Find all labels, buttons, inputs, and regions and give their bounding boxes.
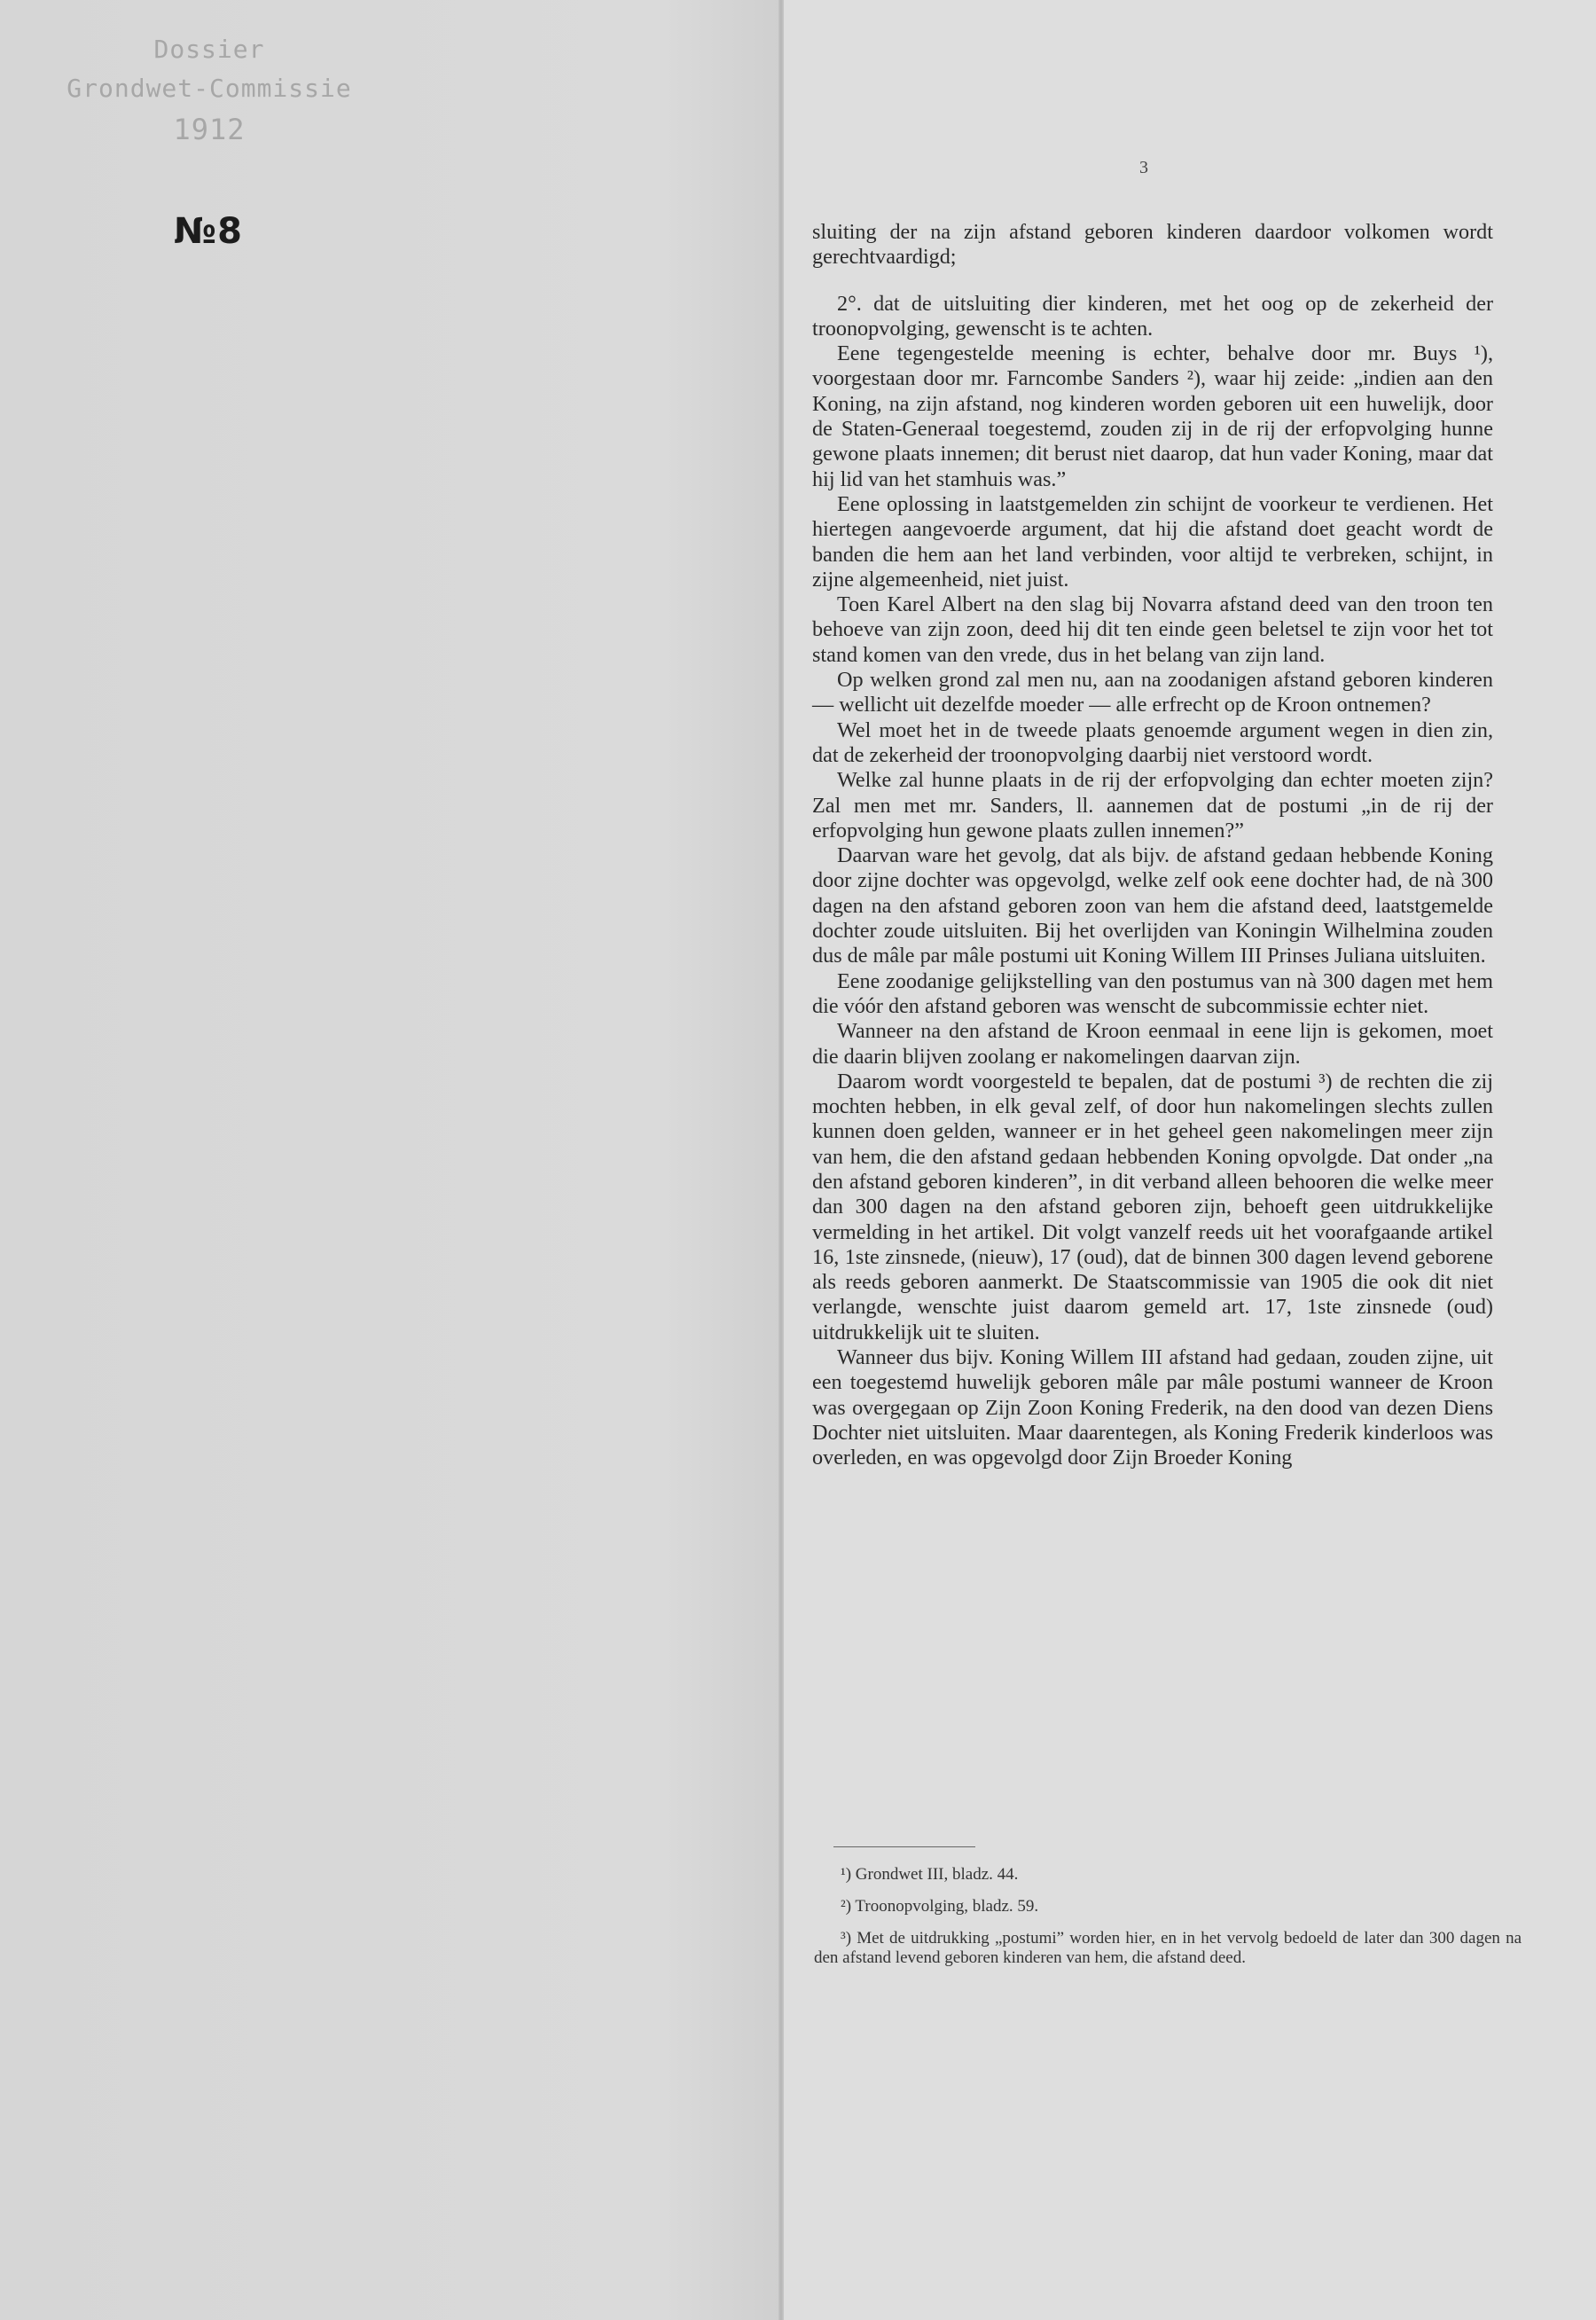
paragraph: 2°. dat de uitsluiting dier kinderen, met het oog op de zekerheid der troonopvolging, gewenscht is te achten. bbox=[812, 291, 1493, 341]
left-page bbox=[0, 0, 780, 2320]
paragraph: Welke zal hunne plaats in de rij der erfopvolging dan echter moeten zijn? Zal men met mr. Sanders, ll. aannemen dat de postumi „in de rij der erfopvolging hun gewone plaats zullen innemen?” bbox=[812, 768, 1493, 843]
paragraph: Wanneer dus bijv. Koning Willem III afstand had gedaan, zouden zijne, uit een toegestemd huwelijk geboren mâle par mâle postumi wanneer de Kroon was overgegaan op Zijn Zoon Koning Frederik, na den dood van dezen Diens Dochter niet uitsluiten. Maar daarentegen, als Koning Frederik kinderloos was overleden, en was opgevolgd door Zijn Broeder Koning bbox=[812, 1345, 1493, 1470]
paragraph: Eene zoodanige gelijkstelling van den postumus van nà 300 dagen met hem die vóór den afstand geboren was wenscht de subcommissie echter niet. bbox=[812, 968, 1493, 1018]
page-number: 3 bbox=[1139, 158, 1148, 177]
paragraph: Eene tegengestelde meening is echter, behalve door mr. Buys ¹), voorgestaan door mr. Farncombe Sanders ²), waar hij zeide: „indien aan den Koning, na zijn afstand, nog kinderen worden geboren uit een huwelijk, door de Staten-Generaal toegestemd, zouden zij in de rij der erfopvolging hunne gewone plaats innemen; dit berust niet daarop, dat hun vader Koning, maar dat hij lid van het stamhuis was.” bbox=[812, 341, 1493, 491]
archive-stamp bbox=[23, 30, 395, 149]
paragraph: Op welken grond zal men nu, aan na zoodanigen afstand geboren kinderen — wellicht uit dezelfde moeder — alle erfrecht op de Kroon ontnemen? bbox=[812, 668, 1493, 717]
paragraph: Daarom wordt voorgesteld te bepalen, dat de postumi ³) de rechten die zij mochten hebben, in elk geval zelf, of door hun nakomelingen slechts zullen kunnen doen gelden, wanneer er in het geheel geen nakomelingen meer zijn van hem, die den afstand gedaan hebbenden Koning opvolgde. Dat onder „na den afstand geboren kinderen”, in dit verband alleen behooren die welke meer dan 300 dagen na den afstand geboren zijn, behoeft geen uitdrukkelijke vermelding in het artikel. Dit volgt vanzelf reeds uit het voorafgaande artikel 16, 1ste zinsnede, (nieuw), 17 (oud), dat de binnen 300 dagen levend geborene als reeds geboren aanmerkt. De Staatscommissie van 1905 die ook dit niet verlangde, wenschte juist daarom gemeld art. 17, 1ste zinsnede (oud) uitdrukkelijk uit te sluiten. bbox=[812, 1069, 1493, 1344]
footnote: ³) Met de uitdrukking „postumi” worden hier, en in het vervolg bedoeld de later dan 300 dagen na den afstand levend geboren kinderen van hem, die afstand deed. bbox=[814, 1929, 1522, 1967]
paragraph: Wel moet het in de tweede plaats genoemde argument wegen in dien zin, dat de zekerheid der troonopvolging daarbij niet verstoord wordt. bbox=[812, 717, 1493, 767]
dossier-number: №8 bbox=[174, 211, 243, 252]
footnote-rule bbox=[833, 1846, 975, 1847]
paragraph: Wanneer na den afstand de Kroon eenmaal in eene lijn is gekomen, moet die daarin blijven zoolang er nakomelingen daarvan zijn. bbox=[812, 1019, 1493, 1069]
stamp-line-year: 1912 bbox=[173, 113, 246, 146]
paragraph: sluiting der na zijn afstand geboren kinderen daardoor volkomen wordt gerechtvaardigd; bbox=[812, 220, 1493, 270]
footnote: ¹) Grondwet III, bladz. 44. bbox=[841, 1865, 1019, 1884]
paragraph: Toen Karel Albert na den slag bij Novarra afstand deed van den troon ten behoeve van zijn zoon, deed hij dit ten einde geen beletsel te zijn voor het tot stand komen van den vrede, dus in het belang van zijn land. bbox=[812, 592, 1493, 667]
footnote: ²) Troonopvolging, bladz. 59. bbox=[841, 1897, 1039, 1916]
stamp-line-dossier: Dossier bbox=[153, 35, 265, 64]
stamp-line-commission: Grondwet-Commissie bbox=[66, 74, 352, 103]
footnotes bbox=[814, 1846, 1522, 1980]
body-text bbox=[812, 220, 1493, 1471]
paragraph: Daarvan ware het gevolg, dat als bijv. de afstand gedaan hebbende Koning door zijne dochter was opgevolgd, welke zelf ook eene dochter had, de nà 300 dagen na den afstand geboren zoon van hem die afstand deed, laatstgemelde dochter zoude uitsluiten. Bij het overlijden van Koningin Wilhelmina zouden dus de mâle par mâle postumi uit Koning Willem III Prinses Juliana uitsluiten. bbox=[812, 843, 1493, 968]
paragraph: Eene oplossing in laatstgemelden zin schijnt de voorkeur te verdienen. Het hiertegen aangevoerde argument, dat hij die afstand doet geacht wordt de banden die hem aan het land verbinden, voor altijd te verbreken, schijnt, in zijne algemeenheid, niet juist. bbox=[812, 491, 1493, 592]
